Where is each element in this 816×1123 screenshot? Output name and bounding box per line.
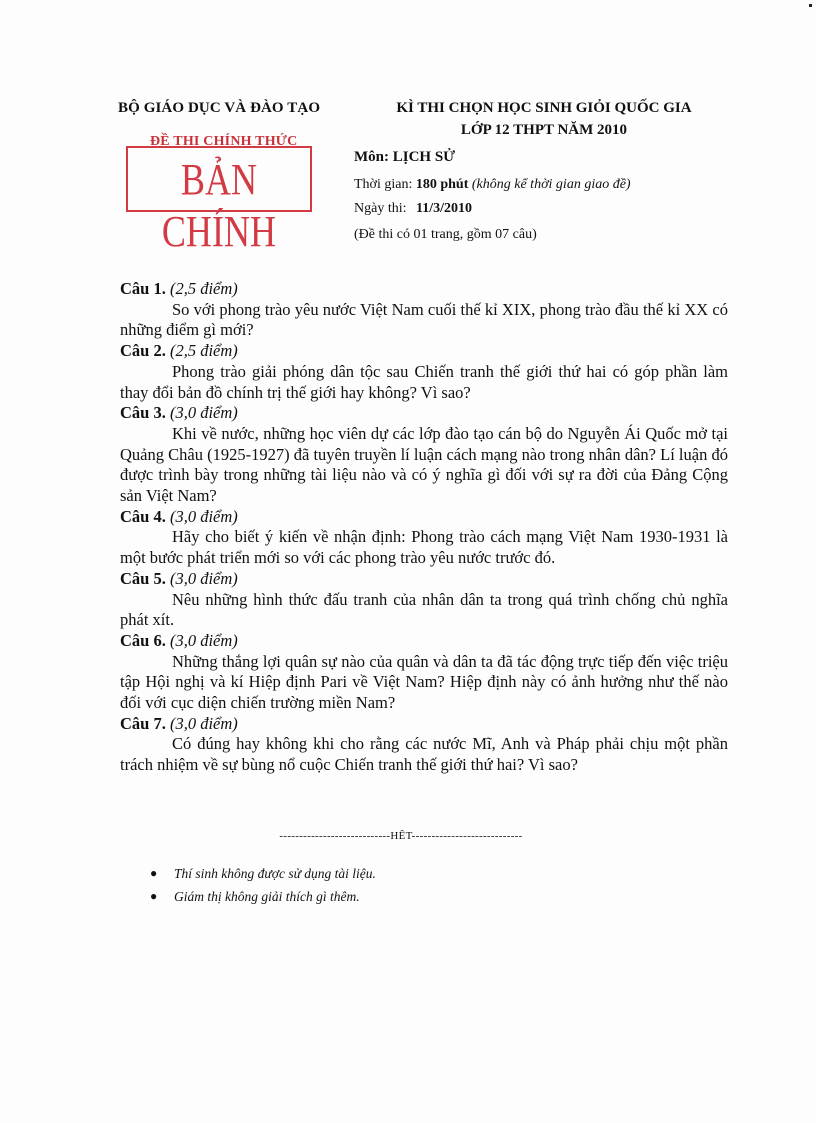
date-label: Ngày thi: [354, 201, 407, 216]
question-score: (3,0 điểm) [169, 403, 238, 423]
question-item [120, 569, 728, 631]
question-item [120, 403, 728, 507]
question-label: Câu 7. [120, 713, 166, 733]
question-label: Câu 2. [120, 341, 166, 361]
question-text: Phong trào giải phóng dân tộc sau Chiến tranh thế giới thứ hai có góp phần làm thay đổi bản đồ chính trị thế giới hay không? Vì sao? [120, 361, 728, 402]
question-heading [120, 631, 728, 652]
question-text: Nêu những hình thức đấu tranh của nhân dân ta trong quá trình chống chủ nghĩa phát xít. [120, 589, 728, 630]
question-text: Khi về nước, những học viên dự các lớp đào tạo cán bộ do Nguyễn Ái Quốc mở tại Quảng Châu (1925-1927) đã tuyên truyền lí luận cách mạng nào trong nhân dân? Lí luận đó được trình bày trong những tài liệu nào và có ý nghĩa gì đối với sự ra đời của Đảng Cộng sản Việt Nam? [120, 423, 728, 506]
time-line [354, 177, 631, 193]
question-score: (3,0 điểm) [169, 506, 238, 526]
question-label: Câu 5. [120, 568, 166, 588]
question-list [120, 279, 728, 776]
question-item [120, 714, 728, 776]
pages-note: (Đề thi có 01 trang, gồm 07 câu) [354, 227, 537, 242]
question-item [120, 507, 728, 569]
question-score: (3,0 điểm) [169, 568, 238, 588]
question-text: Có đúng hay không khi cho rằng các nước Mĩ, Anh và Pháp phải chịu một phần trách nhiệm về sự bùng nổ cuộc Chiến tranh thế giới thứ hai? Vì sao? [120, 734, 728, 775]
question-heading [120, 569, 728, 590]
question-heading [120, 403, 728, 424]
exam-notes [150, 862, 376, 908]
question-heading [120, 279, 728, 300]
question-text: So với phong trào yêu nước Việt Nam cuối thế kỉ XIX, phong trào đầu thế kỉ XX có những điểm gì mới? [120, 299, 728, 340]
question-text: Hãy cho biết ý kiến về nhận định: Phong trào cách mạng Việt Nam 1930-1931 là một bước phát triển mới so với các phong trào yêu nước trước đó. [120, 527, 728, 568]
note-item [150, 862, 376, 885]
subject-label: Môn: [354, 149, 389, 165]
exam-grade-year: LỚP 12 THPT NĂM 2010 [460, 122, 628, 138]
question-item [120, 631, 728, 714]
end-marker: ----------------------------HẾT---------------------------- [279, 830, 523, 842]
question-score: (2,5 điểm) [169, 279, 238, 298]
question-item [120, 341, 728, 403]
bullet-icon: ● [150, 866, 158, 880]
question-item [120, 279, 728, 341]
question-label: Câu 1. [120, 279, 166, 298]
subject-value: LỊCH SỬ [392, 149, 456, 165]
note-item [150, 885, 376, 908]
question-score: (3,0 điểm) [169, 713, 238, 733]
time-note: (không kể thời gian giao đề) [471, 177, 631, 192]
question-label: Câu 3. [120, 403, 166, 423]
question-label: Câu 6. [120, 630, 166, 650]
question-score: (2,5 điểm) [169, 341, 238, 361]
question-score: (3,0 điểm) [169, 630, 238, 650]
date-line [354, 201, 472, 217]
question-heading [120, 714, 728, 735]
note-text: Giám thị không giải thích gì thêm. [174, 889, 360, 904]
question-heading [120, 341, 728, 362]
bullet-icon: ● [150, 889, 158, 903]
original-stamp [126, 146, 312, 256]
official-exam-label: ĐỀ THI CHÍNH THỨC [150, 134, 298, 149]
note-text: Thí sinh không được sử dụng tài liệu. [174, 866, 376, 881]
question-text: Những thắng lợi quân sự nào của quân và dân ta đã tác động trực tiếp đến việc triệu tập Hội nghị và kí Hiệp định Pari về Việt Nam? Hiệp định này có ảnh hưởng như thế nào đối với cục diện chiến trường miền Nam? [120, 651, 728, 713]
exam-title: KÌ THI CHỌN HỌC SINH GIỎI QUỐC GIA [396, 100, 692, 116]
question-heading [120, 507, 728, 528]
date-value: 11/3/2010 [416, 201, 473, 216]
time-value: 180 phút [415, 177, 469, 192]
subject-line [354, 149, 455, 166]
scan-artifact [809, 4, 812, 7]
question-label: Câu 4. [120, 506, 166, 526]
ministry-name: BỘ GIÁO DỤC VÀ ĐÀO TẠO [118, 100, 321, 116]
stamp-text: BẢN CHÍNH [161, 155, 277, 256]
time-label: Thời gian: [354, 177, 413, 192]
